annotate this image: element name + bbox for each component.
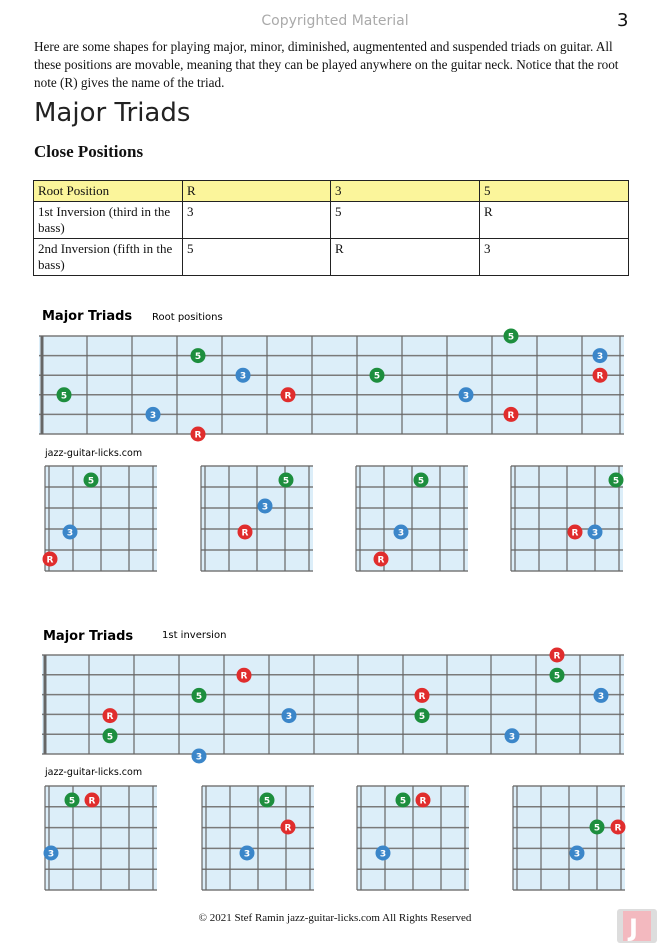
table-cell: R — [480, 202, 629, 239]
intro-paragraph: Here are some shapes for playing major, minor, diminished, augmentented and suspended triads on guitar. All these positions are movable, meaning that they can be played anywhere on the guitar neck. Notice that the root note (R) gives the name of the triad. — [34, 39, 619, 90]
table-cell: 5 — [331, 202, 480, 239]
jazz-guitar-licks-logo-icon — [617, 909, 657, 943]
note-label: R — [614, 823, 622, 834]
note-label: 5 — [612, 476, 620, 487]
note-label: 5 — [68, 796, 76, 807]
note-label: 5 — [417, 476, 425, 487]
svg-text:J: J — [629, 914, 638, 942]
table-cell: 3 — [183, 202, 331, 239]
table-cell: R — [183, 181, 331, 202]
note-label: 5 — [60, 391, 68, 402]
note-label: 3 — [285, 712, 293, 723]
note-label: 5 — [263, 796, 271, 807]
diagram-site-label: jazz-guitar-licks.com — [45, 767, 143, 778]
note-label: 5 — [399, 796, 407, 807]
note-label: 3 — [239, 371, 247, 382]
table-cell: 3 — [331, 181, 480, 202]
note-label: R — [46, 555, 54, 566]
table-cell: 3 — [480, 239, 629, 276]
note-label: 3 — [591, 528, 599, 539]
note-label: R — [553, 651, 561, 662]
diagram-title: Major Triads — [43, 629, 134, 644]
note-label: 5 — [418, 712, 426, 723]
note-label: 5 — [194, 352, 202, 363]
note-label: 5 — [106, 732, 114, 743]
note-label: R — [194, 430, 202, 441]
note-label: 3 — [379, 849, 387, 860]
note-label: R — [284, 823, 292, 834]
note-label: 3 — [66, 528, 74, 539]
fretboard — [39, 336, 624, 434]
page-title: Major Triads — [34, 98, 191, 128]
note-label: 3 — [195, 752, 203, 763]
note-label: 5 — [373, 371, 381, 382]
diagram-site-label: jazz-guitar-licks.com — [45, 448, 143, 459]
note-label: R — [88, 796, 96, 807]
note-label: 3 — [573, 849, 581, 860]
note-label: 5 — [87, 476, 95, 487]
footer: © 2021 Stef Ramin jazz-guitar-licks.com All Rights Reserved — [198, 912, 472, 924]
note-label: 3 — [149, 410, 157, 421]
note-label: 3 — [596, 352, 604, 363]
section-subtitle: Close Positions — [34, 142, 144, 161]
table-cell: 5 — [480, 181, 629, 202]
note-label: R — [596, 371, 604, 382]
note-label: 5 — [282, 476, 290, 487]
copyright-header: Copyrighted Material — [261, 13, 409, 29]
note-label: R — [377, 555, 385, 566]
note-label: 3 — [597, 691, 605, 702]
note-label: R — [284, 391, 292, 402]
note-label: 3 — [508, 732, 516, 743]
note-label: 3 — [397, 528, 405, 539]
diagram-subtitle: 1st inversion — [162, 630, 227, 641]
note-label: 5 — [507, 332, 515, 343]
page-number: 3 — [617, 10, 629, 31]
table-cell: 2nd Inversion (fifth in the bass) — [34, 239, 183, 276]
note-label: R — [106, 712, 114, 723]
note-label: 5 — [593, 823, 601, 834]
note-label: 5 — [195, 691, 203, 702]
fretboard — [42, 655, 624, 754]
diagram-title: Major Triads — [42, 309, 133, 324]
note-label: 3 — [243, 849, 251, 860]
note-label: 3 — [462, 391, 470, 402]
note-label: R — [571, 528, 579, 539]
table-cell: 1st Inversion (third in the bass) — [34, 202, 183, 239]
note-label: 3 — [47, 849, 55, 860]
note-label: 5 — [553, 671, 561, 682]
note-label: 3 — [261, 502, 269, 513]
table-cell: R — [331, 239, 480, 276]
note-label: R — [240, 671, 248, 682]
note-label: R — [507, 410, 515, 421]
note-label: R — [241, 528, 249, 539]
diagram-subtitle: Root positions — [152, 312, 223, 323]
table-cell: 5 — [183, 239, 331, 276]
note-label: R — [419, 796, 427, 807]
note-label: R — [418, 691, 426, 702]
table-cell: Root Position — [34, 181, 183, 202]
